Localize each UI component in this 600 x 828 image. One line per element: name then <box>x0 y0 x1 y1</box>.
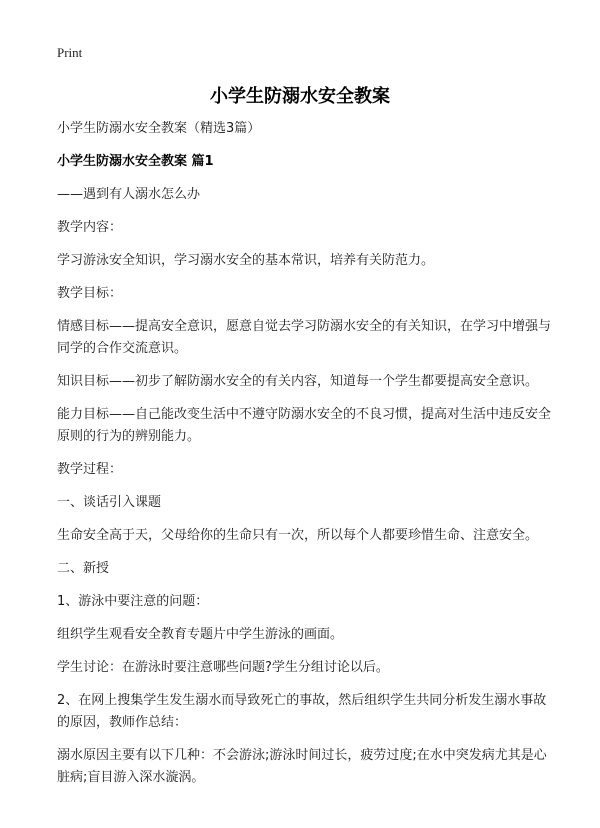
print-link[interactable]: Print <box>57 45 83 60</box>
paragraph: 教学过程： <box>57 462 123 477</box>
paragraph: 1、游泳中要注意的问题： <box>57 594 209 609</box>
paragraph: 学生讨论：在游泳时要注意哪些问题?学生分组讨论以后。 <box>57 660 389 675</box>
document-title: 小学生防溺水安全教案 <box>210 86 390 107</box>
paragraph: 小学生防溺水安全教案（精选3篇） <box>57 121 261 136</box>
paragraph: 情感目标——提高安全意识，愿意自觉去学习防溺水安全的有关知识，在学习中增强与同学的合作交流意识。 <box>57 319 552 356</box>
paragraph: 一、谈话引入课题 <box>57 495 162 510</box>
paragraph: 生命安全高于天，父母给你的生命只有一次，所以每个人都要珍惜生命、注意安全。 <box>57 528 539 543</box>
paragraph: 二、新授 <box>57 561 110 576</box>
section-heading: 小学生防溺水安全教案 篇1 <box>57 154 214 169</box>
paragraph: 2、在网上搜集学生发生溺水而导致死亡的事故，然后组织学生共同分析发生溺水事故的原因，教师作总结： <box>57 693 547 730</box>
paragraph: 教学内容： <box>57 220 123 235</box>
paragraph: 知识目标——初步了解防溺水安全的有关内容，知道每一个学生都要提高安全意识。 <box>57 374 539 389</box>
paragraph: 能力目标——自己能改变生活中不遵守防溺水安全的不良习惯，提高对生活中违反安全原则的行为的辨别能力。 <box>57 407 552 444</box>
document-body <box>57 118 557 800</box>
paragraph: 溺水原因主要有以下几种：不会游泳;游泳时间过长，疲劳过度;在水中突发病尤其是心脏病;盲目游入深水漩涡。 <box>57 748 547 785</box>
paragraph: 学习游泳安全知识，学习溺水安全的基本常识，培养有关防范力。 <box>57 253 435 268</box>
paragraph: 组织学生观看安全教育专题片中学生游泳的画面。 <box>57 627 344 642</box>
paragraph: ——遇到有人溺水怎么办 <box>57 187 201 202</box>
paragraph: 教学目标： <box>57 286 123 301</box>
